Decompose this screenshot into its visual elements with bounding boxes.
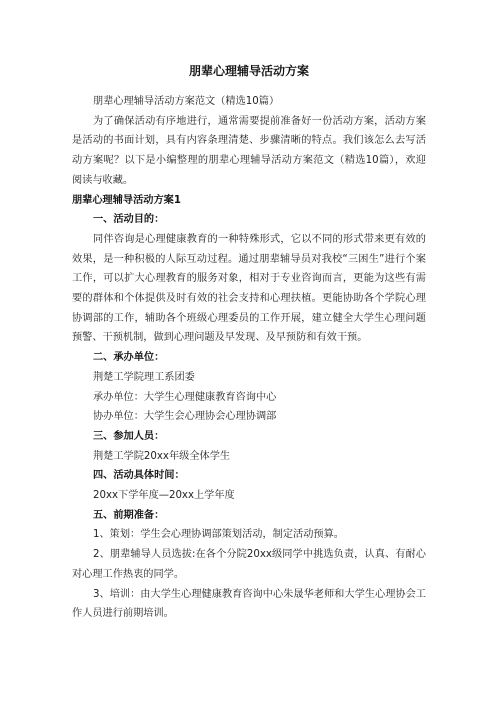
time-line: 20xx下学年度—20xx上学年度 [93,490,235,502]
organizer-line: 荆楚工学院理工系团委 [93,371,195,383]
time-heading: 四、活动具体时间： [93,470,185,482]
intro-subtitle: 朋辈心理辅导活动方案范文（精选10篇） [93,96,280,107]
organizer-line: 协办单位：大学生会心理协会心理协调部 [93,411,277,423]
prep-heading: 五、前期准备： [93,509,165,521]
purpose-heading: 一、活动目的： [93,214,165,226]
intro-paragraph: 为了确保活动有序地进行，通常需要提前准备好一份活动方案，活动方案是活动的书面计划，具有内容条理清楚、步骤清晰的特点。我们该怎么去写活动方案呢？以下是小编整理的朋辈心理辅导活动方案范文（精选10篇），欢迎阅读与收藏。 [72,115,426,186]
organizer-line: 承办单位：大学生心理健康教育咨询中心 [93,391,277,403]
document-title: 朋辈心理辅导活动方案 [188,64,309,78]
purpose-paragraph: 同伴咨询是心理健康教育的一种特殊形式，它以不同的形式带来更有效的效果，是一种积极的人际互动过程。通过朋辈辅导员对我校“三困生”进行个案工作，可以扩大心理教育的服务对象，相对于专业咨询而言，更能为这些有需要的群体和个体提供及时有效的社会支持和心理扶植。更能协助各个学院心理协调部的工作，辅助各个班级心理委员的工作开展，建立健全大学生心理问题预警、干预机制，做到心理问题及早发现、及早预防和有效干预。 [72,233,426,344]
document-page [72,62,426,624]
organizer-heading: 二、承办单位： [93,352,165,364]
participants-line: 荆楚工学院20xx年级全体学生 [93,450,231,462]
prep-item: 1、策划：学生会心理协调部策划活动，制定活动预算。 [93,529,344,541]
prep-item: 2、朋辈辅导人员选拔:在各个分院20xx级同学中挑选负责，认真、有耐心对心理工作热衷的同学。 [72,549,426,580]
prep-item: 3、培训：由大学生心理健康教育咨询中心朱晟华老师和大学生心理协会工作人员进行前期培训。 [72,588,426,620]
section-heading: 朋辈心理辅导活动方案1 [72,194,181,206]
participants-heading: 三、参加人员： [93,430,165,442]
